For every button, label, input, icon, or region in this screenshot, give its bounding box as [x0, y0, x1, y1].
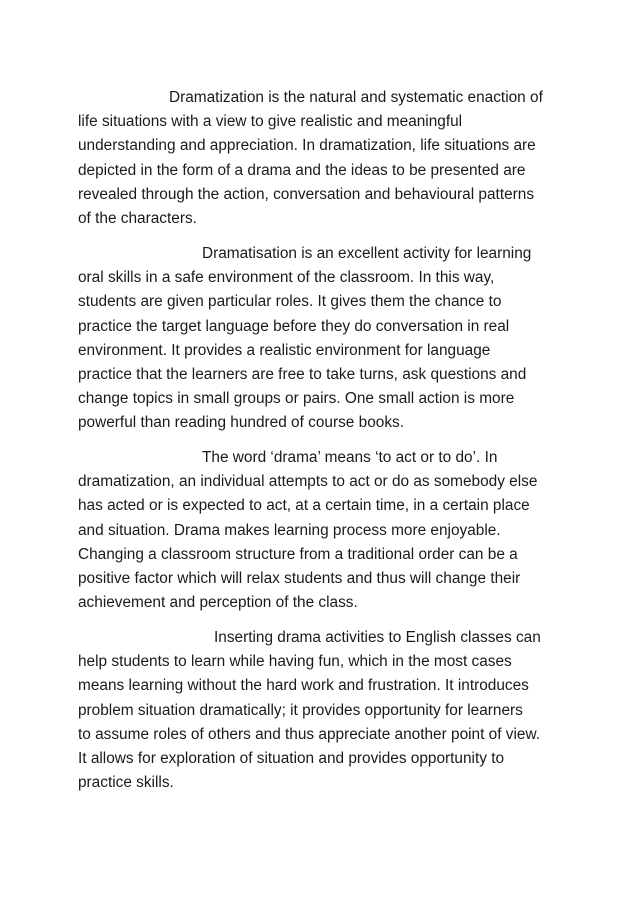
- text-line: life situations with a view to give realistic and meaningful: [78, 113, 463, 131]
- text-line: has acted or is expected to act, at a certain time, in a certain place: [78, 497, 530, 515]
- text-line: achievement and perception of the class.: [78, 594, 358, 612]
- text-line: environment. It provides a realistic environment for language: [78, 341, 491, 359]
- paragraph-inserting-drama-activities: [78, 626, 541, 795]
- text-line: students are given particular roles. It gives them the chance to: [78, 293, 502, 311]
- text-line: means learning without the hard work and frustration. It introduces: [78, 677, 529, 695]
- text-line: change topics in small groups or pairs. One small action is more: [78, 390, 515, 408]
- text-line: of the characters.: [78, 210, 197, 228]
- text-line: practice skills.: [78, 774, 174, 792]
- paragraph-word-drama-meaning: [78, 446, 537, 615]
- paragraph-dramatization-definition: [78, 86, 543, 231]
- text-line: understanding and appreciation. In dramatization, life situations are: [78, 137, 536, 155]
- paragraph-dramatisation-oral-skills: [78, 242, 531, 436]
- text-line: oral skills in a safe environment of the classroom. In this way,: [78, 269, 495, 287]
- text-line: Dramatization is the natural and systematic enaction of: [169, 89, 543, 106]
- text-line: powerful than reading hundred of course books.: [78, 414, 404, 432]
- text-line: and situation. Drama makes learning process more enjoyable.: [78, 521, 501, 539]
- text-line: It allows for exploration of situation and provides opportunity to: [78, 750, 505, 768]
- text-line: positive factor which will relax students and thus will change their: [78, 570, 521, 588]
- text-line: The word ‘drama’ means ‘to act or to do’. In: [202, 449, 498, 466]
- text-line: Dramatisation is an excellent activity for learning: [202, 245, 532, 262]
- text-line: Inserting drama activities to English classes can: [214, 629, 541, 646]
- text-line: Changing a classroom structure from a traditional order can be a: [78, 545, 518, 563]
- text-line: dramatization, an individual attempts to act or do as somebody else: [78, 473, 538, 491]
- text-line: revealed through the action, conversation and behavioural patterns: [78, 185, 535, 203]
- text-line: depicted in the form of a drama and the ideas to be presented are: [78, 161, 526, 179]
- text-line: practice that the learners are free to take turns, ask questions and: [78, 366, 527, 384]
- text-line: help students to learn while having fun, which in the most cases: [78, 653, 512, 671]
- text-line: problem situation dramatically; it provides opportunity for learners: [78, 701, 523, 719]
- text-line: to assume roles of others and thus appreciate another point of view.: [78, 725, 540, 743]
- text-line: practice the target language before they do conversation in real: [78, 317, 510, 335]
